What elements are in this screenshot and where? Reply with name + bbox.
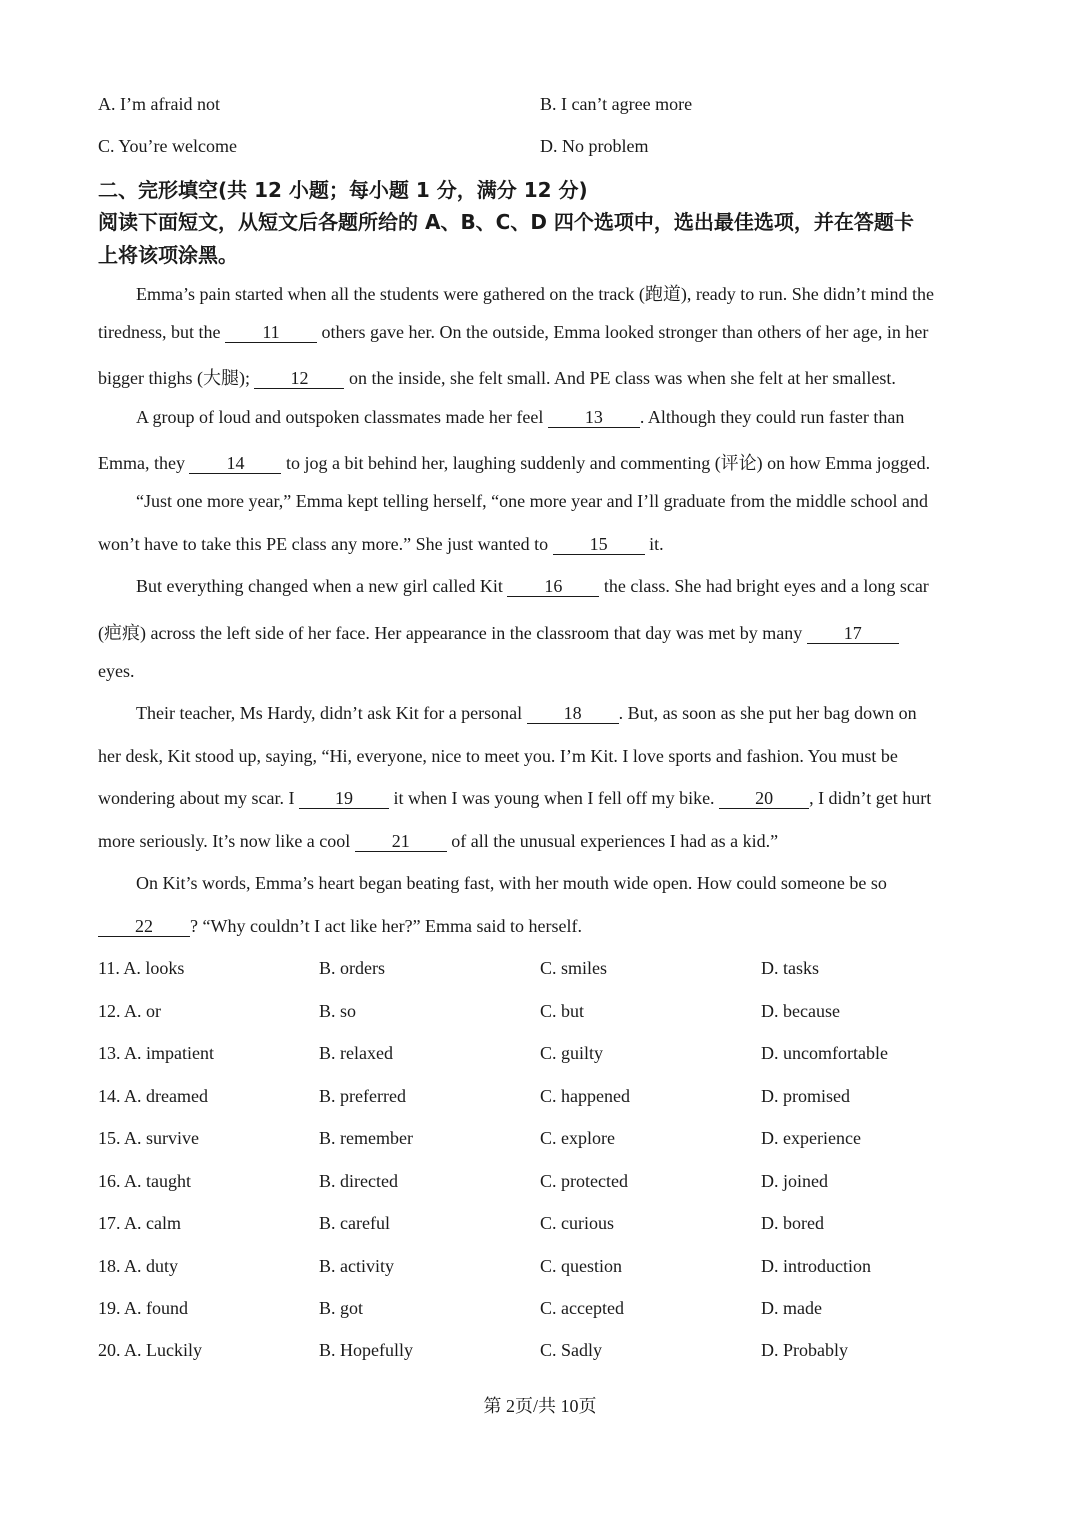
blank-18: 18 <box>527 704 619 724</box>
question-row-12 <box>98 1001 998 1031</box>
blank-20: 20 <box>719 789 809 809</box>
passage-line: her desk, Kit stood up, saying, “Hi, everyone, nice to meet you. I’m Kit. I love sports and fashion. You must be <box>98 746 898 766</box>
passage-line: eyes. <box>98 661 135 681</box>
question-row-14 <box>98 1086 998 1116</box>
option-b: B. so <box>319 1001 357 1021</box>
page-number: 第 2页/共 10页 <box>483 1396 597 1416</box>
blank-19: 19 <box>299 789 389 809</box>
option-b: B. remember <box>319 1128 413 1148</box>
section-title: 二、完形填空(共 12 小题；每小题 1 分，满分 12 分) <box>98 178 588 202</box>
option-c: C. question <box>540 1256 623 1276</box>
option-c: C. Sadly <box>540 1340 603 1360</box>
option-b: B. activity <box>319 1256 394 1276</box>
option-a: 20. A. Luckily <box>98 1340 202 1360</box>
blank-11: 11 <box>225 323 317 343</box>
option-a: 15. A. survive <box>98 1128 199 1148</box>
passage-line: But everything changed when a new girl called Kit 16 the class. She had bright eyes and a long scar <box>136 576 929 596</box>
blank-17: 17 <box>807 624 899 644</box>
question-row-13 <box>98 1043 998 1073</box>
question-row-18 <box>98 1256 998 1286</box>
passage-line: 22 ? “Why couldn’t I act like her?” Emma said to herself. <box>98 916 582 937</box>
option-a: 16. A. taught <box>98 1171 191 1191</box>
option-a: 18. A. duty <box>98 1256 179 1276</box>
option-a: 13. A. impatient <box>98 1043 214 1063</box>
prev-options-row-1 <box>98 94 998 124</box>
passage-line: On Kit’s words, Emma’s heart began beating fast, with her mouth wide open. How could someone be so <box>136 873 887 893</box>
question-row-20 <box>98 1340 998 1370</box>
passage-line: bigger thighs (大腿); 12 on the inside, she felt small. And PE class was when she felt at her smallest. <box>98 368 896 388</box>
option-b: B. orders <box>319 958 385 978</box>
passage-line: (疤痕) across the left side of her face. Her appearance in the classroom that day was met by many 17 <box>98 619 899 645</box>
option-b: B. preferred <box>319 1086 406 1106</box>
passage-line: Emma’s pain started when all the students were gathered on the track (跑道), ready to run. She didn’t mind the <box>136 284 934 304</box>
option-c: C. smiles <box>540 958 608 978</box>
blank-12: 12 <box>254 369 344 389</box>
option-d: D. Probably <box>761 1340 848 1360</box>
option-a: 12. A. or <box>98 1001 161 1021</box>
option-c: C. explore <box>540 1128 615 1148</box>
option-a: 14. A. dreamed <box>98 1086 208 1106</box>
option-b: B. directed <box>319 1171 398 1191</box>
option-b: B. relaxed <box>319 1043 393 1063</box>
passage-line: wondering about my scar. I 19 it when I was young when I fell off my bike. 20 , I didn’t get hurt <box>98 788 932 808</box>
passage-line: tiredness, but the 11 others gave her. On the outside, Emma looked stronger than others of her age, in her <box>98 322 929 342</box>
option-b: B. got <box>319 1298 364 1318</box>
option-d: D. bored <box>761 1213 824 1233</box>
prev-options-row-2 <box>98 136 998 166</box>
question-row-19 <box>98 1298 998 1328</box>
passage-line: A group of loud and outspoken classmates made her feel 13 . Although they could run faster than <box>136 407 905 427</box>
option-d: D. joined <box>761 1171 828 1191</box>
option-d: D. experience <box>761 1128 861 1148</box>
option-d: D. tasks <box>761 958 819 978</box>
option-d: D. promised <box>761 1086 850 1106</box>
option-c: C. but <box>540 1001 585 1021</box>
question-row-16 <box>98 1171 998 1201</box>
option-b: B. Hopefully <box>319 1340 413 1360</box>
blank-21: 21 <box>355 832 447 852</box>
instruction-line-2: 上将该项涂黑。 <box>98 243 238 267</box>
option-c: C. protected <box>540 1171 628 1191</box>
passage-line: Emma, they 14 to jog a bit behind her, laughing suddenly and commenting (评论) on how Emma jogged. <box>98 453 931 473</box>
passage-line: more seriously. It’s now like a cool 21 of all the unusual experiences I had as a kid.” <box>98 831 779 851</box>
passage-line: Their teacher, Ms Hardy, didn’t ask Kit for a personal 18 . But, as soon as she put her bag down on <box>136 703 917 723</box>
prev-option-b: B. I can’t agree more <box>540 94 693 114</box>
blank-22: 22 <box>98 917 190 937</box>
option-c: C. guilty <box>540 1043 604 1063</box>
option-a: 17. A. calm <box>98 1213 181 1233</box>
blank-14: 14 <box>189 454 281 474</box>
blank-16: 16 <box>507 577 599 597</box>
question-row-11 <box>98 958 998 988</box>
instruction-line-1: 阅读下面短文，从短文后各题所给的 A、B、C、D 四个选项中，选出最佳选项，并在答题卡 <box>98 210 914 234</box>
option-d: D. uncomfortable <box>761 1043 888 1063</box>
option-b: B. careful <box>319 1213 390 1233</box>
option-d: D. because <box>761 1001 840 1021</box>
prev-option-d: D. No problem <box>540 136 649 156</box>
passage-line: won’t have to take this PE class any more.” She just wanted to 15 it. <box>98 534 664 554</box>
question-row-15 <box>98 1128 998 1158</box>
question-row-17 <box>98 1213 998 1243</box>
option-d: D. introduction <box>761 1256 871 1276</box>
passage-line: “Just one more year,” Emma kept telling herself, “one more year and I’ll graduate from the middle school and <box>136 491 928 511</box>
option-c: C. curious <box>540 1213 614 1233</box>
option-c: C. happened <box>540 1086 630 1106</box>
option-c: C. accepted <box>540 1298 624 1318</box>
prev-option-a: A. I’m afraid not <box>98 94 220 114</box>
option-d: D. made <box>761 1298 822 1318</box>
option-a: 11. A. looks <box>98 958 185 978</box>
prev-option-c: C. You’re welcome <box>98 136 237 156</box>
option-a: 19. A. found <box>98 1298 188 1318</box>
blank-13: 13 <box>548 408 640 428</box>
blank-15: 15 <box>553 535 645 555</box>
